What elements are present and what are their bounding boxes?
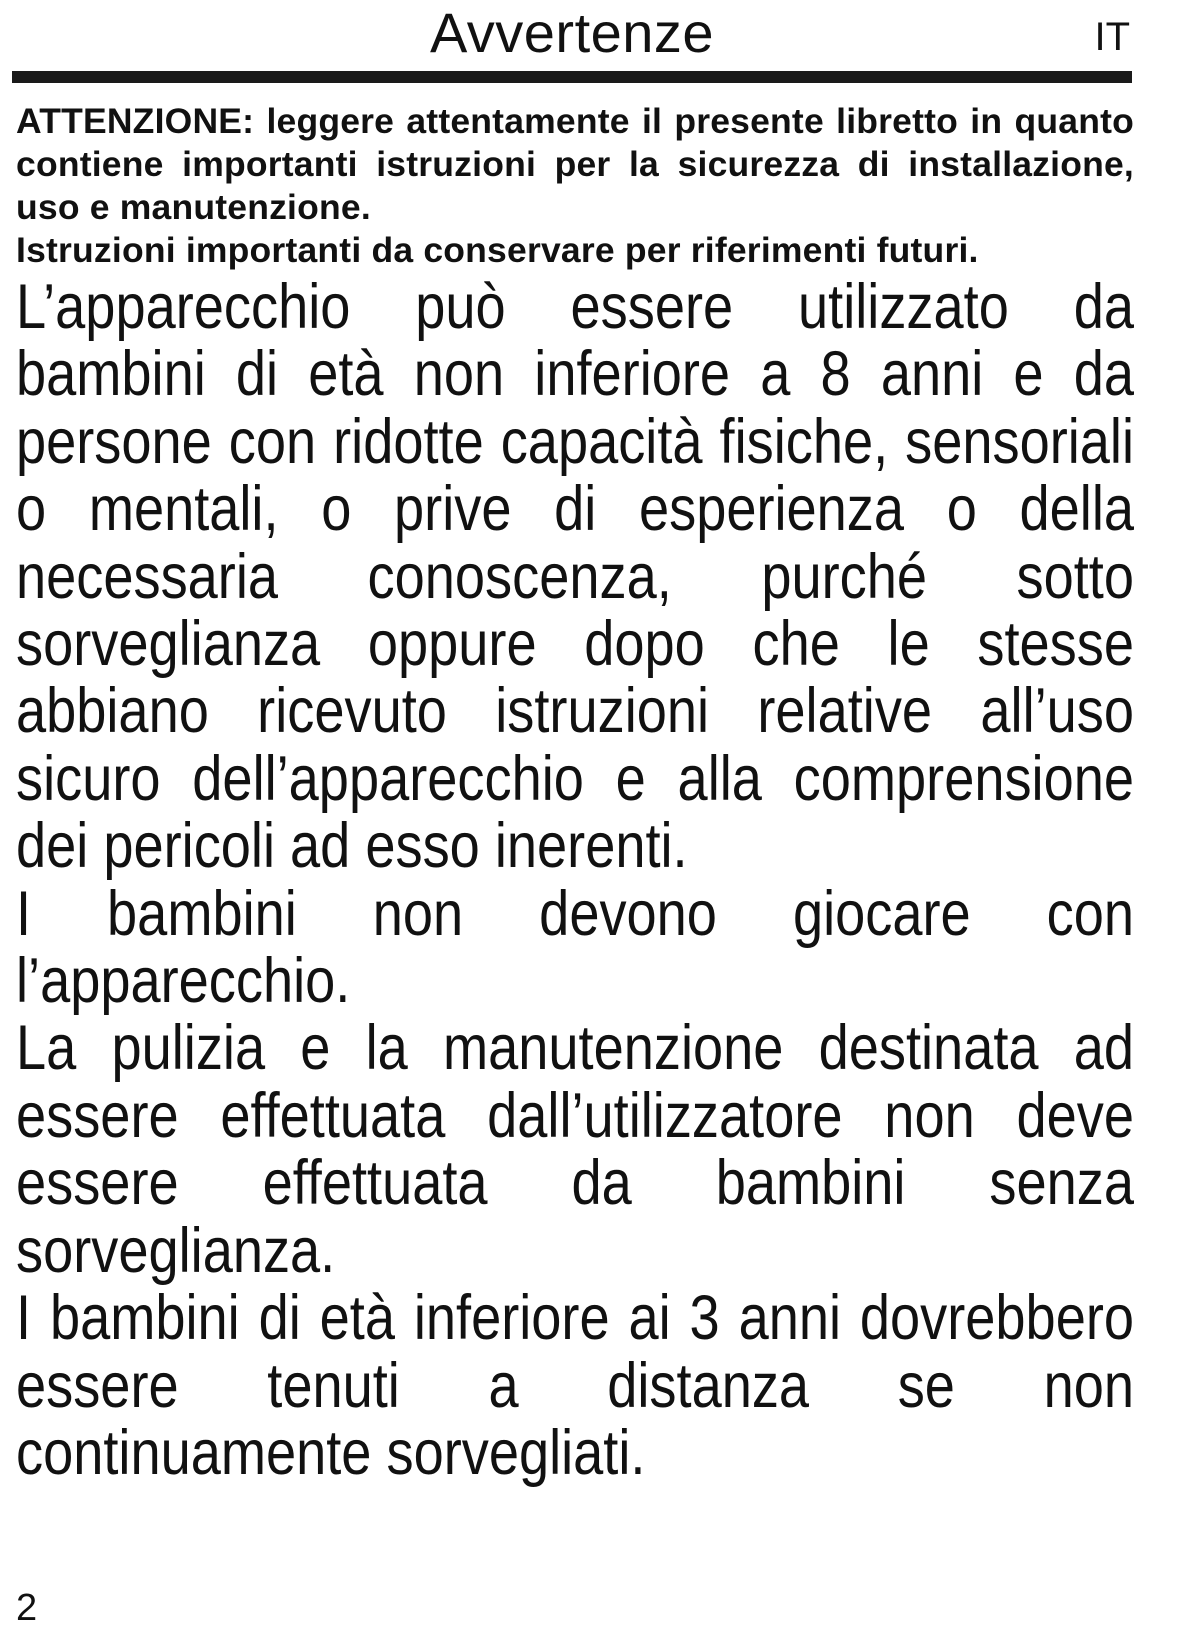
warning-note: Istruzioni importanti da conservare per riferimenti futuri.: [16, 230, 979, 270]
safety-paragraph-1: L’apparecchio può essere utilizzato da bambini di età non inferiore a 8 anni e da persone con ridotte capacità fisiche, sensoriali o mentali, o prive di esperienza o della necessaria conoscenza, purché sotto sorveglianza oppure dopo che le stesse abbiano ricevuto istruzioni relative all’uso sicuro dell’apparecchio e alla comprensione dei pericoli ad esso inerenti.: [16, 272, 1134, 882]
header-divider: [12, 71, 1132, 83]
warning-text: leggere attentamente il presente libretto in quanto contiene importanti istruzioni per la sicurezza di installazione, uso e manutenzione.: [16, 101, 1134, 227]
page-number: 2: [16, 1587, 38, 1629]
safety-paragraph-2: I bambini non devono giocare con l’apparecchio.: [16, 878, 1134, 1017]
safety-text: [16, 274, 1134, 1487]
page-header: [12, 0, 1132, 70]
warning-block: [16, 100, 1134, 272]
safety-paragraph-3: La pulizia e la manutenzione destinata ad essere effettuata dall’utilizzatore non deve essere effettuata da bambini senza sorveglianza.: [16, 1013, 1134, 1286]
warning-paragraph: [16, 100, 1134, 229]
page-title: Avvertenze: [429, 1, 715, 64]
language-code: IT: [1094, 15, 1130, 59]
safety-paragraph-4: I bambini di età inferiore ai 3 anni dovrebbero essere tenuti a distanza se non continuamente sorvegliati.: [16, 1283, 1134, 1488]
warning-label: ATTENZIONE:: [16, 101, 255, 141]
